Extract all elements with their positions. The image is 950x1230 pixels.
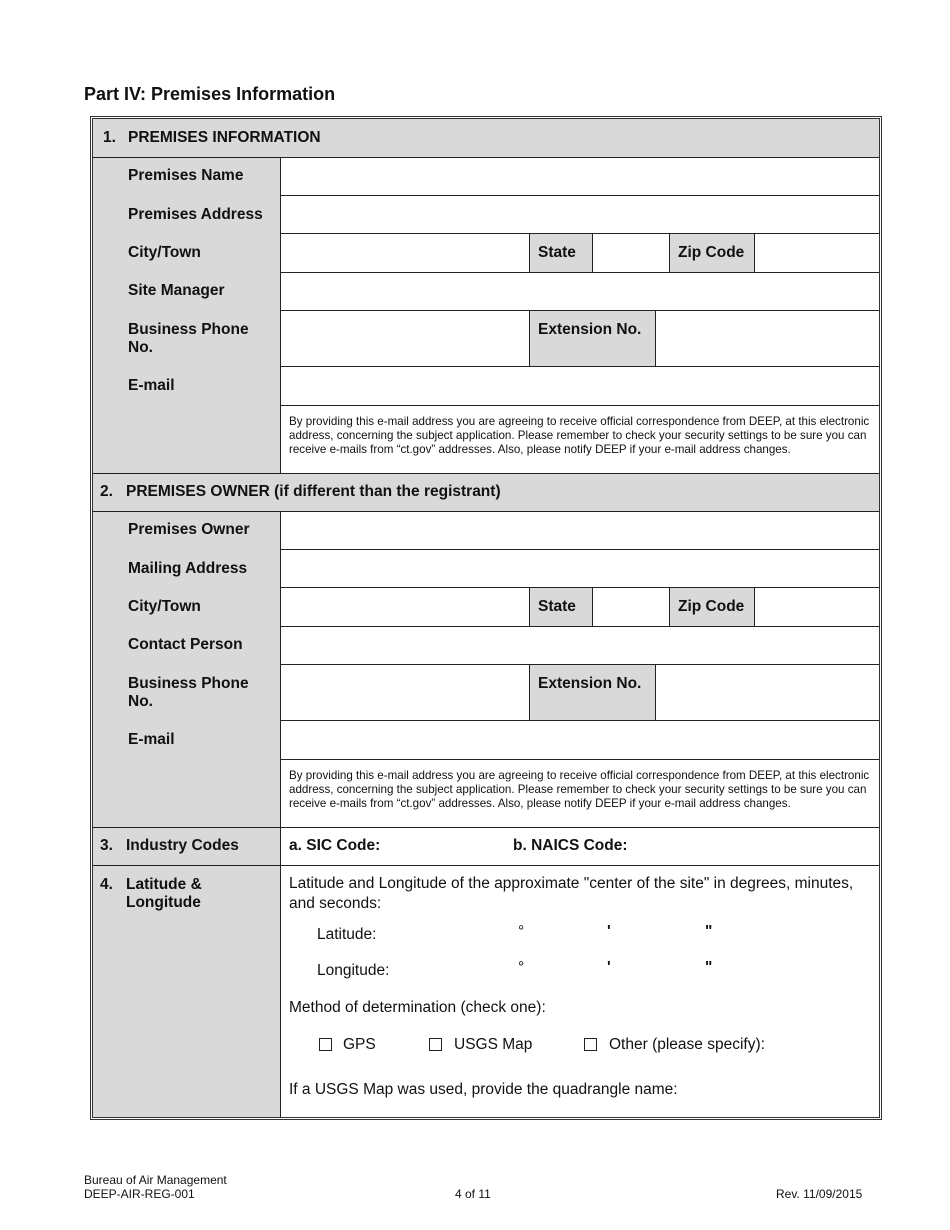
method-label: Method of determination (check one): [289,999,546,1016]
lat-long-instructions: Latitude and Longitude of the approximate "center of the site" in degrees, minutes, and seconds: [289,875,854,912]
section3-title: Industry Codes [126,837,239,854]
page-title: Part IV: Premises Information [84,84,336,104]
section4-title: Latitude & Longitude [126,876,202,911]
state-label: State [538,244,576,261]
premises-name-label: Premises Name [128,167,244,184]
extension-field[interactable] [657,312,878,365]
owner-state-field[interactable] [594,589,668,625]
owner-state-label: State [538,598,576,615]
usgs-map-checkbox[interactable] [429,1038,442,1051]
section1-label-column [93,157,280,473]
owner-business-phone-field[interactable] [282,666,528,719]
other-option-label: Other (please specify): [609,1036,765,1053]
latitude-second-symbol: " [705,923,713,940]
latitude-minute-symbol: ' [607,923,611,940]
owner-email-label: E-mail [128,731,175,748]
footer-revision: Rev. 11/09/2015 [776,1187,863,1201]
latitude-minutes-field[interactable] [530,922,602,946]
city-town-label: City/Town [128,244,201,261]
section1-title: PREMISES INFORMATION [128,129,321,146]
contact-person-label: Contact Person [128,636,243,653]
other-specify-field[interactable] [770,1034,870,1058]
latitude-label: Latitude: [317,926,377,943]
section2-title: PREMISES OWNER (if different than the registrant) [126,483,501,500]
business-phone-field[interactable] [282,312,528,365]
footer-form-id: DEEP-AIR-REG-001 [84,1187,195,1201]
premises-owner-label: Premises Owner [128,521,250,538]
section4-number: 4. [100,876,113,893]
owner-email-notice: By providing this e-mail address you are agreeing to receive official correspondence from DEEP, at this electronic address, concerning the subject application. Please remember to check your security settings to be sure you can receive e-mails from “ct.gov” addresses. Also, please notify DEEP if your e-mail address changes. [289,769,870,811]
latitude-seconds-field[interactable] [618,922,702,946]
other-checkbox[interactable] [584,1038,597,1051]
owner-zip-code-label: Zip Code [678,598,745,615]
naics-code-field[interactable] [632,829,872,863]
latitude-degree-symbol: ° [518,923,525,940]
contact-person-field[interactable] [282,628,878,663]
premises-name-field[interactable] [282,159,878,194]
site-manager-field[interactable] [282,274,878,309]
section34-label-column [93,827,280,1117]
longitude-degrees-field[interactable] [400,958,515,982]
city-town-field[interactable] [282,235,528,271]
gps-option-label: GPS [343,1036,376,1053]
business-phone-label: Business Phone No. [128,321,249,356]
owner-zip-code-field[interactable] [756,589,878,625]
mailing-address-field[interactable] [282,551,878,586]
extension-label: Extension No. [538,321,642,338]
zip-code-label: Zip Code [678,244,745,261]
section2-number: 2. [100,483,113,500]
state-field[interactable] [594,235,668,271]
longitude-label: Longitude: [317,962,390,979]
premises-address-label: Premises Address [128,206,263,223]
premises-owner-field[interactable] [282,513,878,548]
naics-code-label: b. NAICS Code: [513,837,628,854]
gps-checkbox[interactable] [319,1038,332,1051]
latitude-degrees-field[interactable] [400,922,515,946]
email-notice: By providing this e-mail address you are agreeing to receive official correspondence from DEEP, at this electronic address, concerning the subject application. Please remember to check your security settings to be sure you can receive e-mails from “ct.gov” addresses. Also, please notify DEEP if your e-mail address changes. [289,415,870,457]
owner-extension-label: Extension No. [538,675,642,692]
owner-extension-field[interactable] [657,666,878,719]
owner-email-field[interactable] [282,722,878,758]
email-field[interactable] [282,368,878,404]
section2-label-column [93,511,280,827]
footer-page-number: 4 of 11 [455,1187,491,1201]
owner-city-town-field[interactable] [282,589,528,625]
mailing-address-label: Mailing Address [128,560,248,577]
section1-number: 1. [103,129,116,146]
quadrangle-field[interactable] [680,1078,872,1102]
owner-city-town-label: City/Town [128,598,201,615]
usgs-map-option-label: USGS Map [454,1036,533,1053]
owner-business-phone-label: Business Phone No. [128,675,249,710]
email-label: E-mail [128,377,175,394]
site-manager-label: Site Manager [128,282,225,299]
footer-bureau: Bureau of Air Management [84,1173,227,1187]
longitude-seconds-field[interactable] [618,958,702,982]
sic-code-field[interactable] [385,829,505,863]
longitude-degree-symbol: ° [518,959,525,976]
premises-address-field[interactable] [282,197,878,232]
quadrangle-label: If a USGS Map was used, provide the quadrangle name: [289,1081,678,1098]
section3-number: 3. [100,837,113,854]
longitude-second-symbol: " [705,959,713,976]
longitude-minutes-field[interactable] [530,958,602,982]
longitude-minute-symbol: ' [607,959,611,976]
sic-code-label: a. SIC Code: [289,837,381,854]
zip-code-field[interactable] [756,235,878,271]
